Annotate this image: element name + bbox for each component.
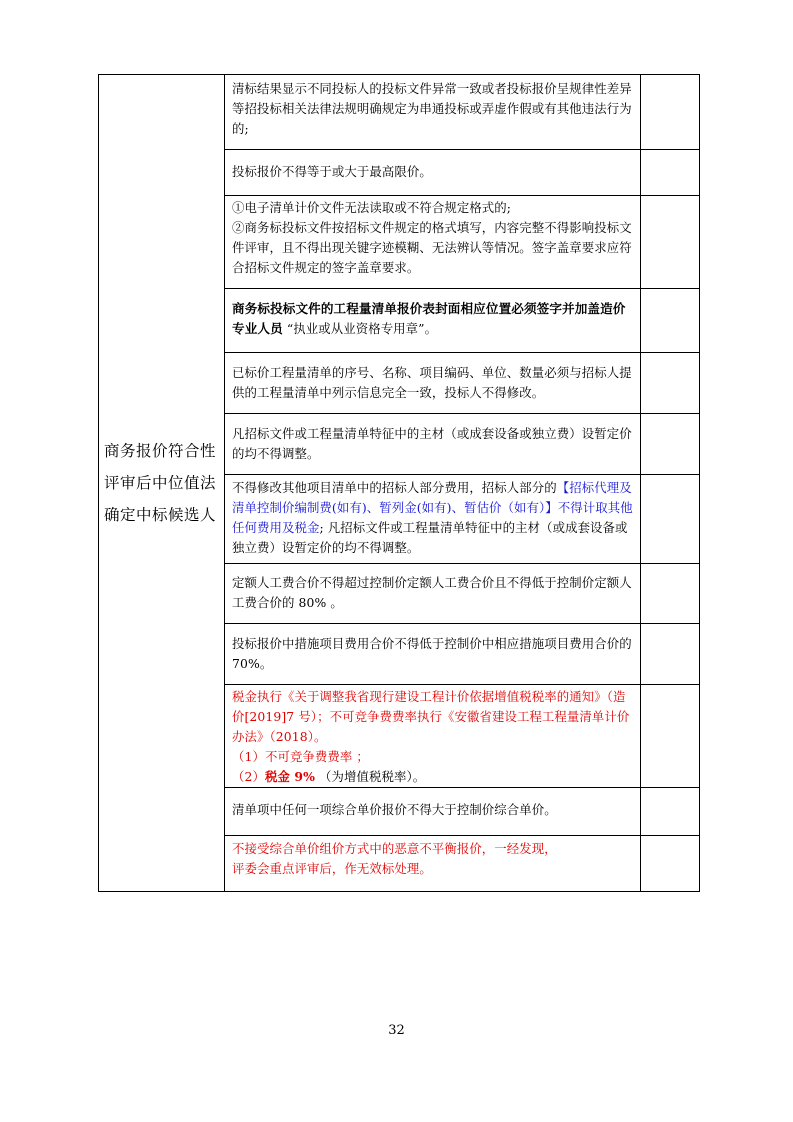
criterion-text [225,196,640,278]
criterion-line: ②商务标投标文件按招标文件规定的格式填写，内容完整不得影响投标文件评审，且不得出现关键字迹模糊、无法辨认等情况。签字盖章要求应符合招标文件规定的签字盖章要求。 [232,220,632,275]
evaluation-criteria-table [98,74,700,892]
result-cell [641,788,700,836]
criterion-text: 不得修改其他项目清单中的招标人部分费用，招标人部分的【招标代理及清单控制价编制费(如有)、暂列金(如有)、暂估价（如有）】不得计取其他任何费用及税金; 凡招标文件或工程量清单特征中的主材（或成套设备或独立费）设暂定价的均不得调整。 [232,480,633,555]
criterion-cell [225,196,641,289]
criterion-text: 定额人工费合价不得超过控制价定额人工费合价且不得低于控制价定额人工费合价的 80% 。 [232,575,632,610]
criterion-cell [225,788,641,836]
criterion-cell [225,414,641,475]
criterion-text [225,289,640,339]
result-cell [641,475,700,564]
criterion-text: 投标报价中措施项目费用合价不得低于控制价中相应措施项目费用合价的 70%。 [232,636,632,671]
criterion-line: ①电子清单计价文件无法读取或不符合规定格式的; [232,200,512,215]
criterion-cell [225,836,641,892]
criterion-text: 凡招标文件或工程量清单特征中的主材（或成套设备或独立费）设暂定价的均不得调整。 [232,426,632,461]
criterion-cell [225,353,641,414]
criterion-cell [225,685,641,788]
criterion-line: （2）税金 9% （为增值税税率）。 [232,769,426,784]
result-cell [641,685,700,788]
criterion-text [225,836,640,879]
criterion-cell [225,289,641,353]
criterion-line: 税金执行《关于调整我省现行建设工程计价依据增值税税率的通知》（造价[2019]7 号）；不可竞争费费率执行《安徽省建设工程工程量清单计价办法》（2018）。 [232,689,630,744]
result-cell [641,150,700,196]
tax-rate-value: 税金 9% [264,769,315,784]
result-cell [641,289,700,353]
criterion-cell [225,75,641,150]
criterion-cell [225,150,641,196]
criterion-cell [225,475,641,564]
result-cell [641,353,700,414]
result-cell [641,414,700,475]
criterion-text: 投标报价不得等于或大于最高限价。 [232,164,432,179]
criterion-text: 清标结果显示不同投标人的投标文件异常一致或者投标报价呈规律性差异等招投标相关法律法规明确规定为串通投标或弄虚作假或有其他违法行为的; [232,81,632,136]
criterion-line: （1）不可竞争费费率 ； [232,749,369,764]
category-cell [99,75,225,892]
seal-requirement: “执业或从业资格专用章”。 [282,321,438,336]
result-cell [641,836,700,892]
criterion-cell [225,624,641,685]
page-number: 32 [388,1023,405,1038]
category-label: 商务报价符合性评审后中位值法确定中标候选人 [104,442,217,524]
criterion-line: 不接受综合单价组价方式中的恶意不平衡报价，一经发现， [232,841,557,856]
criterion-text: 已标价工程量清单的序号、名称、项目编码、单位、数量必须与招标人提供的工程量清单中列示信息完全一致，投标人不得修改。 [232,365,632,400]
highlighted-fee-clause: 【招标代理及清单控制价编制费(如有)、暂列金(如有)、暂估价（如有）】不得计取其他任何费用及税金 [232,480,633,535]
result-cell [641,624,700,685]
criterion-line: 评委会重点评审后，作无效标处理。 [232,861,432,876]
result-cell [641,75,700,150]
signature-requirement: 商务标投标文件的工程量清单报价表封面相应位置必须签字并加盖造价专业人员 [232,301,626,336]
tax-criterion-text [225,685,640,787]
table-row [99,75,700,150]
criterion-cell [225,564,641,624]
criterion-text: 清单项中任何一项综合单价报价不得大于控制价综合单价。 [232,802,557,817]
result-cell [641,196,700,289]
result-cell [641,564,700,624]
